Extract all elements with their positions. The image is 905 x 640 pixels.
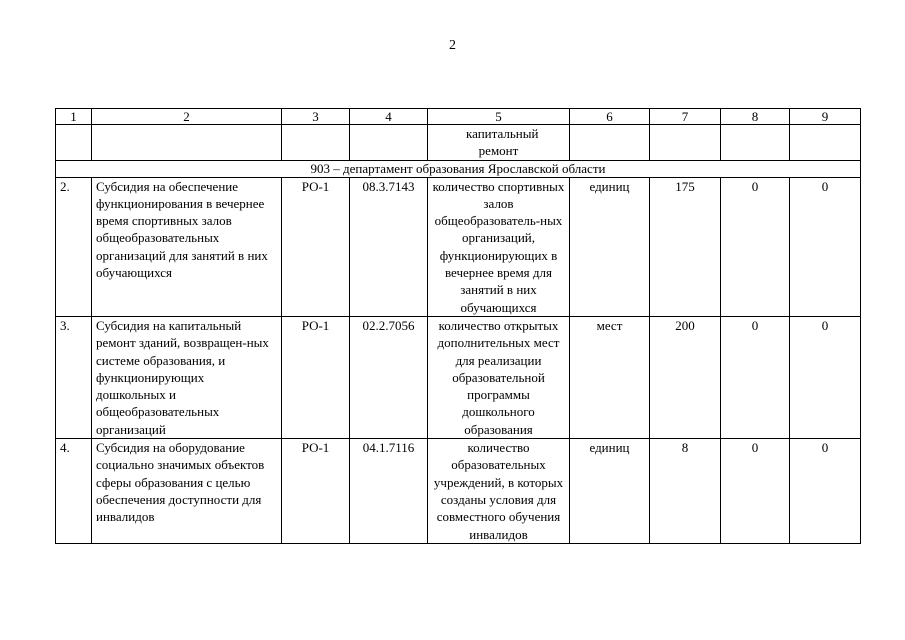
continuation-row bbox=[56, 125, 861, 161]
unit-cell: мест bbox=[570, 316, 650, 438]
header-cell: 6 bbox=[570, 109, 650, 125]
code-cell: РО-1 bbox=[282, 177, 350, 316]
value-cell: 0 bbox=[721, 439, 790, 544]
header-cell: 7 bbox=[650, 109, 721, 125]
table-cell bbox=[570, 125, 650, 161]
header-cell: 1 bbox=[56, 109, 92, 125]
value-cell: 0 bbox=[721, 177, 790, 316]
table-cell bbox=[650, 125, 721, 161]
header-cell: 5 bbox=[428, 109, 570, 125]
indicator-cell: количество открытых дополнительных мест для реализации образовательной программы дошкольного образования bbox=[428, 316, 570, 438]
value-cell: 8 bbox=[650, 439, 721, 544]
indicator-cell: количество спортивных залов общеобразователь-ных организаций, функционирующих в вечернее время для занятий в них обучающихся bbox=[428, 177, 570, 316]
header-row bbox=[56, 109, 861, 125]
row-number: 4. bbox=[56, 439, 92, 544]
row-number: 2. bbox=[56, 177, 92, 316]
value-cell: 0 bbox=[721, 316, 790, 438]
row-number: 3. bbox=[56, 316, 92, 438]
code-cell: РО-1 bbox=[282, 316, 350, 438]
table-row bbox=[56, 316, 861, 438]
value-cell: 0 bbox=[790, 439, 861, 544]
table-cell: капитальный ремонт bbox=[428, 125, 570, 161]
subsidy-name: Субсидия на оборудование социально значимых объектов сферы образования с целью обеспечения доступности для инвалидов bbox=[92, 439, 282, 544]
header-cell: 4 bbox=[350, 109, 428, 125]
table-cell bbox=[282, 125, 350, 161]
header-cell: 3 bbox=[282, 109, 350, 125]
table-cell bbox=[350, 125, 428, 161]
value-cell: 0 bbox=[790, 177, 861, 316]
subsidy-name: Субсидия на обеспечение функционирования в вечернее время спортивных залов общеобразовательных организаций для занятий в них обучающихся bbox=[92, 177, 282, 316]
table-row bbox=[56, 439, 861, 544]
code-cell: 04.1.7116 bbox=[350, 439, 428, 544]
table-cell bbox=[721, 125, 790, 161]
code-cell: РО-1 bbox=[282, 439, 350, 544]
subsidy-name: Субсидия на капитальный ремонт зданий, возвращен-ных системе образования, и функционирующих дошкольных и общеобразовательных организаций bbox=[92, 316, 282, 438]
header-cell: 8 bbox=[721, 109, 790, 125]
section-row bbox=[56, 160, 861, 177]
header-cell: 9 bbox=[790, 109, 861, 125]
code-cell: 02.2.7056 bbox=[350, 316, 428, 438]
page-number: 2 bbox=[449, 38, 456, 53]
table-cell bbox=[790, 125, 861, 161]
code-cell: 08.3.7143 bbox=[350, 177, 428, 316]
table-cell bbox=[92, 125, 282, 161]
section-title: 903 – департамент образования Ярославской области bbox=[56, 160, 861, 177]
unit-cell: единиц bbox=[570, 439, 650, 544]
indicator-cell: количество образовательных учреждений, в которых созданы условия для совместного обучения инвалидов bbox=[428, 439, 570, 544]
table-row bbox=[56, 177, 861, 316]
value-cell: 0 bbox=[790, 316, 861, 438]
value-cell: 175 bbox=[650, 177, 721, 316]
unit-cell: единиц bbox=[570, 177, 650, 316]
value-cell: 200 bbox=[650, 316, 721, 438]
table-cell bbox=[56, 125, 92, 161]
header-cell: 2 bbox=[92, 109, 282, 125]
budget-table bbox=[55, 108, 861, 544]
